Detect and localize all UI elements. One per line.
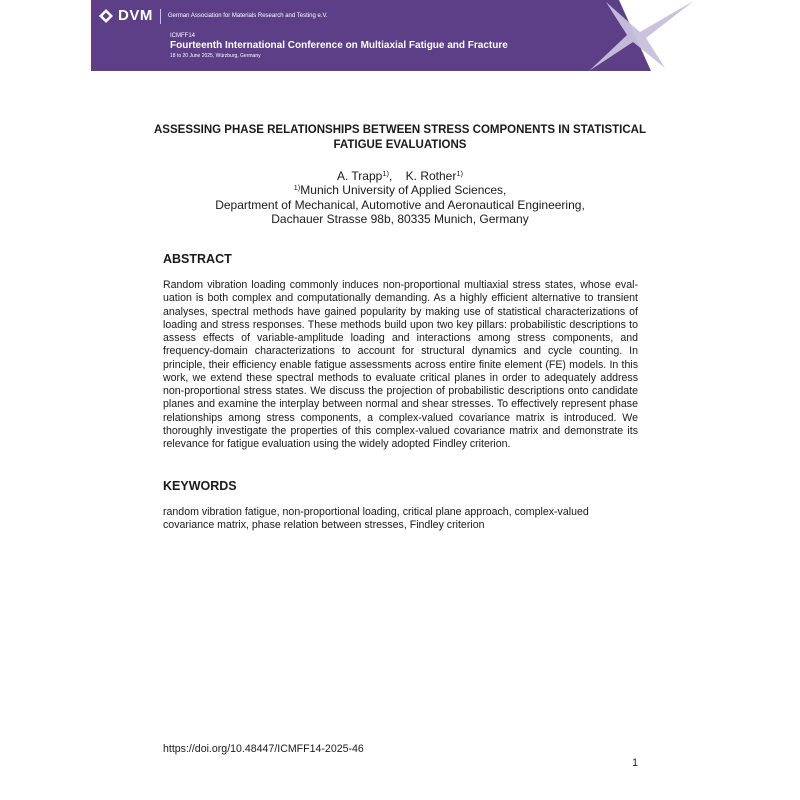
author-affiliation-mark: 1) <box>382 169 389 178</box>
conference-banner <box>91 0 692 71</box>
affiliation-mark: 1) <box>293 183 301 192</box>
author-name: K. Rother <box>405 169 457 183</box>
affiliation-line: Munich University of Applied Sciences, <box>300 183 507 197</box>
association-name: German Association for Materials Research and Testing e.V. <box>167 13 328 19</box>
author-name: A. Trapp <box>336 169 383 183</box>
dvm-diamond-icon <box>99 9 113 23</box>
abstract-body: Random vibration loading commonly induces non-proportional multiaxial stress states, whose evaluation is both complex and computationally demanding. As a highly efficient alternative to transient analyses, spectral methods have gained popularity by making use of statistical characterizations of loading and stress responses. These methods build upon two key pillars: probabilistic descriptions to assess effects of variable-amplitude loading and interactions among stress components, and frequency-domain characterizations to account for structural dynamics and cycle counting. In principle, their efficiency enable fatigue assessments across entire finite element (FE) models. In this work, we extend these spectral methods to evaluate critical planes in order to adequately address non-proportional stress states. We discuss the projection of probabilistic descriptions onto candidate planes and examine the interplay between normal and shear stresses. To effectively represent phase relationships among stress components, a complex-valued covariance matrix is introduced. We thoroughly investigate the properties of this complex-valued covariance matrix and demonstrate its relevance for fatigue evaluation using the widely adopted Findley criterion. <box>163 279 638 450</box>
affiliation <box>150 181 650 227</box>
affiliation-line: Dachauer Strasse 98b, 80335 Munich, Germany <box>271 212 529 226</box>
author-list: A. Trapp$^{1)}$, K. Rother$^{1)}$ <box>336 169 464 183</box>
logo-text: DVM <box>118 7 153 24</box>
conference-info <box>170 32 508 60</box>
keywords-body: random vibration fatigue, non-proportional loading, critical plane approach, complex-valued covariance matrix, phase relation between stresses, Findley criterion <box>163 506 589 532</box>
keywords-heading: KEYWORDS <box>163 479 237 493</box>
affiliation-line: Department of Mechanical, Automotive and Aeronautical Engineering, <box>215 197 585 212</box>
logo-divider <box>160 9 161 24</box>
abstract-heading: ABSTRACT <box>163 252 232 266</box>
dvm-logo <box>99 7 328 25</box>
conference-title: Fourteenth International Conference on Multiaxial Fatigue and Fracture <box>170 40 508 51</box>
page-number: 1 <box>632 757 638 769</box>
doi-link[interactable]: https://doi.org/10.48447/ICMFF14-2025-46 <box>163 743 364 755</box>
conference-dates: 18 to 20 June 2025, Würzburg, Germany <box>170 53 261 59</box>
paper-title: ASSESSING PHASE RELATIONSHIPS BETWEEN STRESS COMPONENTS IN STATISTICAL FATIGUE EVALUATIONS <box>154 124 646 151</box>
conference-label: ICMFF14 <box>170 33 196 39</box>
author-affiliation-mark: 1) <box>456 169 464 178</box>
